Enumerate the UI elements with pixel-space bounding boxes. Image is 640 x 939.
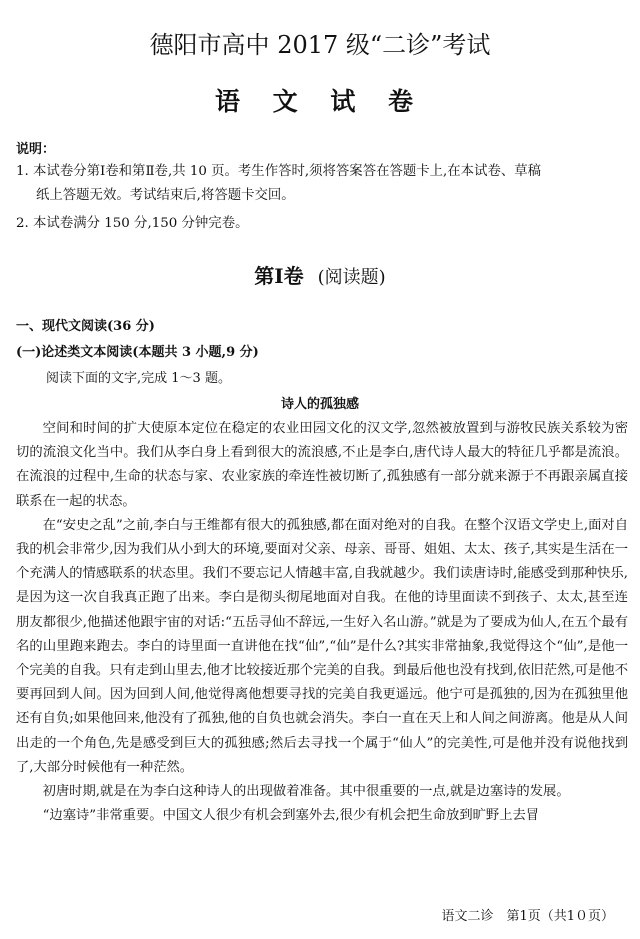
page-footer: 语文二诊 第1页（共1０页） bbox=[441, 909, 614, 924]
exam-subject: 语 文 试 卷 bbox=[214, 87, 426, 116]
part-heading: 一、现代文阅读(36 分) bbox=[16, 319, 155, 334]
notes-heading: 说明： bbox=[16, 142, 56, 157]
note-item-1-line-1: 1. 本试卷分第Ⅰ卷和第Ⅱ卷,共 10 页。考生作答时,须将答案答在答题卡上,在本试卷、草稿 bbox=[16, 164, 542, 179]
section-subtitle: (阅读题) bbox=[317, 267, 386, 288]
part-subheading: (一)论述类文本阅读(本题共 3 小题,9 分) bbox=[16, 345, 259, 360]
note-item-1-line-2: 纸上答题无效。考试结束后,将答题卡交回。 bbox=[36, 188, 295, 203]
article-paragraph-1: 空间和时间的扩大使原本定位在稳定的农业田园文化的汉文学,忽然被放置到与游牧民族关系较为密切的流浪文化当中。我们从李白身上看到很大的流浪感,不止是李白,唐代诗人最大的特征几乎都是流浪。在流浪的过程中,生命的状态与家、农业家族的牵连性被切断了,孤独感有一部分就来源于不再跟亲属直接联系在一起的状态。 bbox=[16, 421, 628, 509]
article-paragraph-2: 在“安史之乱”之前,李白与王维都有很大的孤独感,都在面对绝对的自我。在整个汉语文学史上,面对自我的机会非常少,因为我们从小到大的环境,要面对父亲、母亲、哥哥、姐姐、太太、孩子,其实是生活在一个充满人的情感联系的状态里。我们不要忘记人情越丰富,自我就越少。我们读唐诗时,能感受到那种快乐,是因为这一次自我真正跑了出来。李白是彻头彻尾地面对自我。在他的诗里面读不到孩子、太太,甚至连朋友都很少,他描述他跟宇宙的对话:“五岳寻仙不辞远,一生好入名山游。”就是为了要成为仙人,在五个最有名的山里跑来跑去。李白的诗里面一直讲他在找“仙”,“仙”是什么?其实非常抽象,我觉得这个“仙”,是他一个完美的自我。只有走到山里去,他才比较接近那个完美的自我。到最后他也没有找到,依旧茫然,可是他不要再回到人间。因为回到人间,他觉得离他想要寻找的完美自我更遥远。他宁可是孤独的,因为在孤独里他还有自负;如果他回来,他没有了孤独,他的自负也就会消失。李白一直在天上和人间之间游离。他是从人间出走的一个角色,先是感受到巨大的孤独感;然后去寻找一个属于“仙人”的完美性,可是他并没有说他找到了,大部分时候他有一种茫然。 bbox=[16, 517, 628, 775]
article-paragraph-4: “边塞诗”非常重要。中国文人很少有机会到塞外去,很少有机会把生命放到旷野上去冒 bbox=[42, 808, 540, 824]
reading-instruction: 阅读下面的文字,完成 1～3 题。 bbox=[46, 371, 231, 386]
note-item-2: 2. 本试卷满分 150 分,150 分钟完卷。 bbox=[16, 216, 249, 231]
article-body bbox=[16, 417, 628, 828]
note-item-1 bbox=[16, 160, 628, 208]
article-paragraph-3: 初唐时期,就是在为李白这种诗人的出现做着准备。其中很重要的一点,就是边塞诗的发展。 bbox=[42, 784, 570, 800]
section-name: 第Ⅰ卷 bbox=[254, 264, 304, 288]
section-title bbox=[0, 262, 640, 292]
exam-title: 德阳市高中 2017 级“二诊”考试 bbox=[149, 31, 491, 59]
article-title: 诗人的孤独感 bbox=[280, 397, 359, 412]
